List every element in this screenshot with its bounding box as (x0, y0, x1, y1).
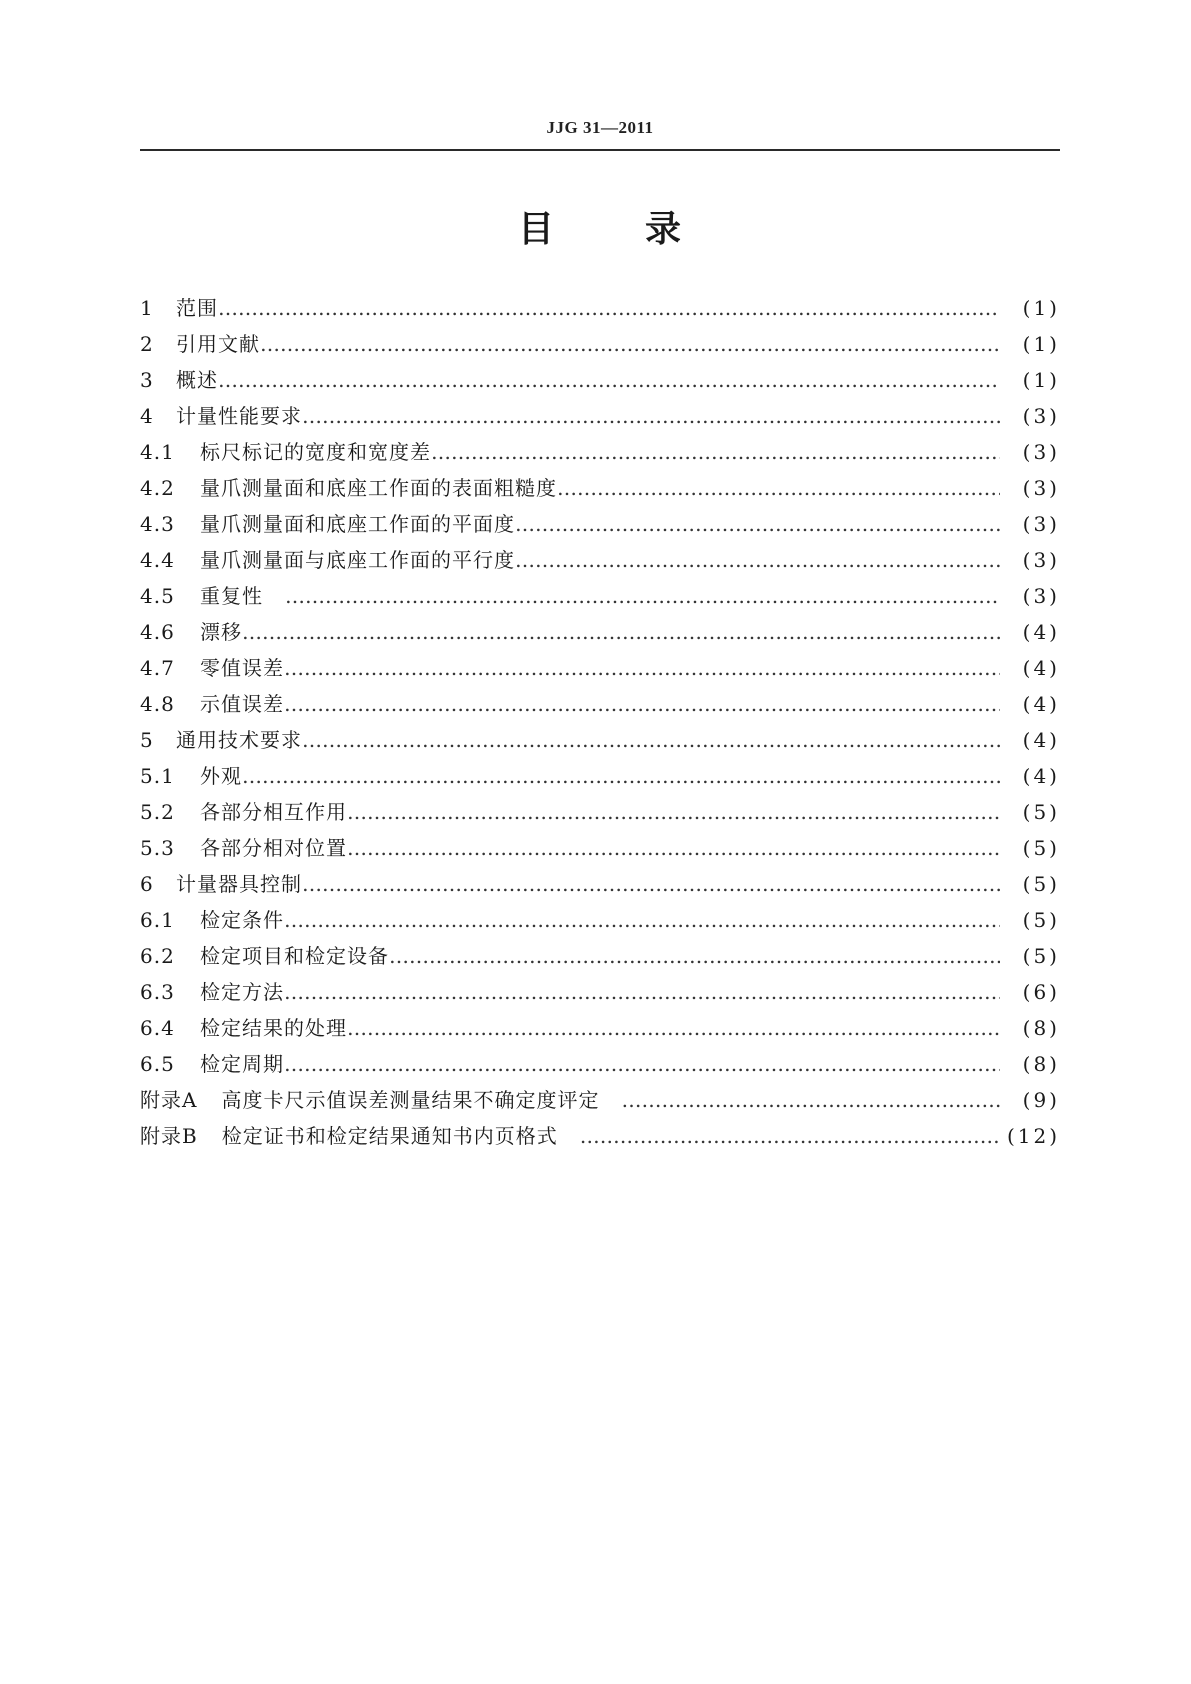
toc-entry-title: 检定周期 (200, 1052, 284, 1076)
toc-entry-number: 4.4 (140, 548, 175, 572)
toc-entry-number: 5 (140, 728, 154, 752)
toc-entry[interactable] (140, 362, 1060, 398)
toc-entry[interactable] (140, 326, 1060, 362)
toc-dot-leader (515, 506, 1000, 542)
toc-entry[interactable] (140, 434, 1060, 470)
toc-entry[interactable] (140, 758, 1060, 794)
toc-entry-title: 量爪测量面和底座工作面的平面度 (200, 512, 515, 536)
toc-entry[interactable] (140, 722, 1060, 758)
toc-entry-title: 标尺标记的宽度和宽度差 (200, 440, 431, 464)
toc-entry-page-number: (1) (1022, 296, 1060, 320)
toc-entry-title: 检定方法 (200, 980, 284, 1004)
toc-entry-title: 检定证书和检定结果通知书内页格式 (221, 1124, 558, 1148)
toc-entry-title: 引用文献 (176, 332, 260, 356)
toc-entry-number: 4.7 (140, 656, 175, 680)
toc-entry-page-number: (5) (1022, 908, 1060, 932)
toc-dot-leader (302, 866, 1000, 902)
toc-entry-page-number: (3) (1022, 440, 1060, 464)
toc-entry[interactable] (140, 1010, 1060, 1046)
toc-dot-leader (431, 434, 1000, 470)
page-title-char-1: 目 (518, 209, 555, 250)
toc-entry-page-number: (6) (1022, 980, 1060, 1004)
toc-entry-title: 零值误差 (200, 656, 284, 680)
toc-dot-leader (515, 542, 1000, 578)
toc-entry[interactable] (140, 290, 1060, 326)
toc-entry[interactable] (140, 1046, 1060, 1082)
toc-entry[interactable] (140, 974, 1060, 1010)
toc-entry-number: 3 (140, 368, 154, 392)
toc-entry-number: 4.6 (140, 620, 175, 644)
toc-entry-number: 6.1 (140, 908, 175, 932)
toc-entry-page-number: (4) (1022, 728, 1060, 752)
toc-dot-leader (284, 686, 1000, 722)
toc-entry-page-number: (9) (1022, 1088, 1060, 1112)
toc-entry-title: 量爪测量面和底座工作面的表面粗糙度 (200, 476, 557, 500)
toc-entry-number: 附录B (140, 1124, 198, 1148)
toc-entry-title: 各部分相互作用 (200, 800, 347, 824)
toc-entry-page-number: (3) (1022, 512, 1060, 536)
toc-entry[interactable] (140, 542, 1060, 578)
toc-entry-page-number: (4) (1022, 620, 1060, 644)
toc-dot-leader (302, 722, 1000, 758)
toc-entry-number: 4.8 (140, 692, 175, 716)
toc-entry-title: 示值误差 (200, 692, 284, 716)
toc-entry-title: 各部分相对位置 (200, 836, 347, 860)
toc-entry-title: 检定条件 (200, 908, 284, 932)
toc-dot-leader (242, 758, 1000, 794)
header-divider (140, 149, 1060, 151)
toc-entry-page-number: (5) (1022, 836, 1060, 860)
toc-entry[interactable] (140, 1082, 1060, 1118)
toc-entry[interactable] (140, 1118, 1060, 1154)
toc-dot-leader (621, 1082, 1000, 1118)
toc-entry-number: 4.2 (140, 476, 175, 500)
toc-entry-page-number: (3) (1022, 584, 1060, 608)
toc-entry-page-number: (5) (1022, 944, 1060, 968)
toc-entry-title: 范围 (176, 296, 218, 320)
toc-dot-leader (580, 1118, 1000, 1154)
toc-dot-leader (218, 362, 1000, 398)
toc-entry-title: 漂移 (200, 620, 242, 644)
toc-dot-leader (284, 650, 1000, 686)
toc-dot-leader (284, 974, 1000, 1010)
toc-entry-page-number: (4) (1022, 692, 1060, 716)
toc-entry[interactable] (140, 614, 1060, 650)
toc-entry-number: 5.1 (140, 764, 175, 788)
toc-entry-number: 6 (140, 872, 154, 896)
toc-entry-title: 重复性 (200, 584, 263, 608)
toc-entry-page-number: (3) (1022, 548, 1060, 572)
toc-entry[interactable] (140, 398, 1060, 434)
toc-dot-leader (260, 326, 1000, 362)
page-title-char-2: 录 (645, 209, 682, 250)
toc-entry-page-number: (8) (1022, 1016, 1060, 1040)
toc-entry-number: 6.2 (140, 944, 175, 968)
toc-entry-page-number: (1) (1022, 368, 1060, 392)
toc-entry-number: 5.3 (140, 836, 175, 860)
toc-dot-leader (347, 794, 1000, 830)
toc-entry-title: 通用技术要求 (176, 728, 302, 752)
toc-entry-number: 1 (140, 296, 154, 320)
toc-entry-title: 外观 (200, 764, 242, 788)
toc-entry-number: 6.4 (140, 1016, 175, 1040)
table-of-contents (140, 290, 1060, 1154)
toc-entry-number: 4.3 (140, 512, 175, 536)
toc-entry[interactable] (140, 470, 1060, 506)
toc-entry-page-number: (5) (1022, 800, 1060, 824)
toc-entry-title: 高度卡尺示值误差测量结果不确定度评定 (221, 1088, 600, 1112)
toc-dot-leader (557, 470, 1000, 506)
toc-entry-title: 量爪测量面与底座工作面的平行度 (200, 548, 515, 572)
toc-entry[interactable] (140, 902, 1060, 938)
toc-entry-title: 概述 (176, 368, 218, 392)
toc-entry-page-number: (4) (1022, 764, 1060, 788)
toc-entry-page-number: (1) (1022, 332, 1060, 356)
toc-entry[interactable] (140, 938, 1060, 974)
toc-entry-page-number: (3) (1022, 404, 1060, 428)
toc-entry-page-number: (4) (1022, 656, 1060, 680)
toc-entry[interactable] (140, 794, 1060, 830)
toc-entry-number: 5.2 (140, 800, 175, 824)
toc-entry[interactable] (140, 650, 1060, 686)
toc-entry-number: 6.3 (140, 980, 175, 1004)
toc-entry[interactable] (140, 830, 1060, 866)
page-title (140, 205, 1060, 255)
toc-entry[interactable] (140, 506, 1060, 542)
toc-entry-page-number: (12) (1006, 1124, 1060, 1148)
toc-entry[interactable] (140, 578, 1060, 614)
toc-dot-leader (389, 938, 1000, 974)
toc-dot-leader (347, 1010, 1000, 1046)
toc-entry-number: 6.5 (140, 1052, 175, 1076)
toc-entry-number: 4.5 (140, 584, 175, 608)
toc-entry-number: 4 (140, 404, 154, 428)
document-code-header: JJG 31—2011 (546, 118, 654, 137)
toc-entry[interactable] (140, 866, 1060, 902)
toc-dot-leader (285, 578, 1000, 614)
toc-entry-page-number: (8) (1022, 1052, 1060, 1076)
toc-entry-number: 2 (140, 332, 154, 356)
toc-entry-title: 计量性能要求 (176, 404, 302, 428)
toc-entry-title: 计量器具控制 (176, 872, 302, 896)
toc-entry[interactable] (140, 686, 1060, 722)
toc-entry-title: 检定结果的处理 (200, 1016, 347, 1040)
toc-dot-leader (284, 1046, 1000, 1082)
toc-dot-leader (302, 398, 1000, 434)
toc-entry-title: 检定项目和检定设备 (200, 944, 389, 968)
toc-dot-leader (347, 830, 1000, 866)
toc-dot-leader (218, 290, 1000, 326)
toc-entry-page-number: (5) (1022, 872, 1060, 896)
toc-dot-leader (242, 614, 1000, 650)
toc-entry-number: 附录A (140, 1088, 198, 1112)
toc-entry-page-number: (3) (1022, 476, 1060, 500)
toc-dot-leader (284, 902, 1000, 938)
toc-entry-number: 4.1 (140, 440, 175, 464)
